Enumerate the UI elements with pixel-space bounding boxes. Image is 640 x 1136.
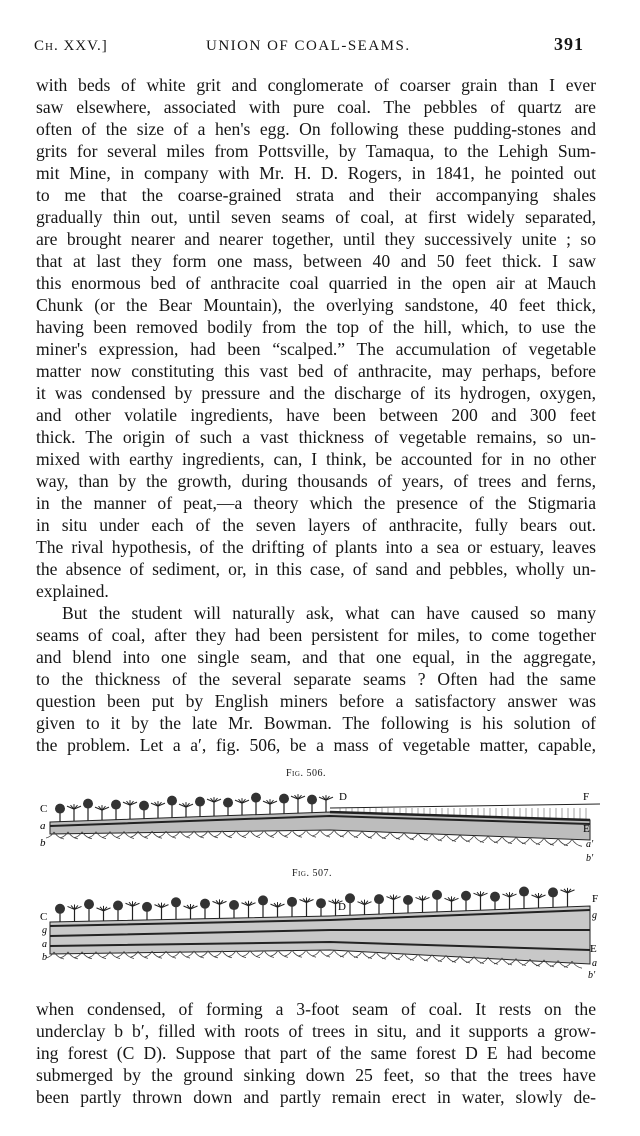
text-line: are brought nearer and nearer together, until they successively unite ; so	[36, 229, 596, 249]
tree-icon	[123, 800, 137, 819]
text-line: submerged by the ground sinking down 25 feet, so that the trees have	[36, 1065, 596, 1085]
tree-icon	[258, 895, 268, 917]
text-line: ing forest (C D). Suppose that part of the same forest D E had become	[36, 1043, 596, 1063]
text-line: having been removed bodily from the top of the hill, which, to use the	[36, 317, 596, 337]
figure-507-caption: Fig. 507.	[292, 868, 332, 879]
text-line: gradually thin out, until seven seams of coal, at first widely separated,	[36, 207, 596, 227]
tree-icon	[179, 802, 193, 817]
tree-icon	[195, 797, 205, 817]
tree-icon	[113, 901, 123, 921]
page-number: 391	[554, 34, 584, 54]
text-line: Chunk (or the Bear Mountain), the overlying sandstone, 40 feet thick,	[36, 295, 596, 315]
text-line: it was condensed by pressure and the discharge of its hydrogen, oxygen,	[36, 383, 596, 403]
text-line: matter now constituting this vast bed of anthracite, may perhaps, before	[36, 361, 596, 381]
tree-icon	[223, 798, 233, 816]
tree-icon	[316, 898, 326, 916]
tree-icon	[561, 888, 575, 907]
label-f: F	[592, 893, 599, 905]
tree-icon	[416, 895, 430, 912]
tree-icon	[67, 804, 81, 821]
label-d: D	[339, 791, 347, 803]
tree-icon	[126, 901, 140, 920]
tree-icon	[503, 892, 517, 909]
text-line: been partly thrown down and partly remain erect in water, slowly de-	[36, 1087, 596, 1107]
tree-icon	[387, 895, 401, 914]
tree-icon	[229, 900, 239, 918]
tree-icon	[251, 793, 261, 815]
text-line: often of the size of a hen's egg. On following these pudding-stones and	[36, 119, 596, 139]
tree-icon	[319, 795, 333, 812]
tree-icon	[300, 898, 314, 917]
text-line: and other volatile ingredients, have been between 200 and 300 feet	[36, 405, 596, 425]
label-b-prime: b′	[588, 970, 596, 980]
label-c: C	[40, 803, 48, 815]
text-line: the problem. Let a a′, fig. 506, be a mass of vegetable matter, capable,	[36, 735, 596, 755]
figure-506-illustration	[30, 782, 610, 868]
tree-icon	[403, 895, 413, 913]
tree-icon	[184, 904, 198, 919]
label-f: F	[583, 791, 590, 803]
tree-icon	[358, 900, 372, 915]
label-a-prime: a′	[586, 839, 594, 850]
label-b: b	[42, 952, 47, 963]
text-line: mit Mine, in company with Mr. H. D. Rogers, in 1841, he pointed out	[36, 163, 596, 183]
label-b-prime: b′	[586, 853, 594, 864]
tree-icon	[287, 897, 297, 917]
tree-icon	[200, 899, 210, 919]
text-line: saw elsewhere, associated with pure coal. The pebbles of quartz are	[36, 97, 596, 117]
tree-icon	[474, 891, 488, 910]
tree-icon	[307, 795, 317, 813]
tree-icon	[445, 896, 459, 911]
paragraph-3	[36, 998, 596, 1108]
tree-icon	[374, 894, 384, 914]
text-line: and blend into one single seam, and that one equal, in the aggregate,	[36, 647, 596, 667]
tree-icon	[55, 904, 65, 922]
figure-507-illustration	[30, 880, 610, 980]
label-a-right: a	[592, 958, 597, 969]
tree-icon	[171, 897, 181, 919]
text-line: miner's expression, had been “scalped.” The accumulation of vegetable	[36, 339, 596, 359]
tree-icon	[548, 887, 558, 907]
text-line: But the student will naturally ask, what can have caused so many	[62, 603, 596, 623]
text-line: given to it by the late Mr. Bowman. The following is his solution of	[36, 713, 596, 733]
text-line: grits for several miles from Pottsville, by Tamaqua, to the Lehigh Sum-	[36, 141, 596, 161]
text-line: in situ under each of the seven layers of anthracite, fully bears out.	[36, 515, 596, 535]
tree-icon	[291, 794, 305, 813]
paragraph-2	[36, 602, 596, 756]
text-line: in the manner of peat,—a theory which the presence of the Stigmaria	[36, 493, 596, 513]
running-title: UNION OF COAL-SEAMS.	[206, 38, 411, 54]
tree-icon	[345, 893, 355, 915]
text-line: to the thickness of the several separate seams ? Often had the same	[36, 669, 596, 689]
tree-icon	[151, 801, 165, 818]
label-b: b	[40, 837, 46, 849]
tree-icon	[155, 903, 169, 920]
tree-icon	[55, 804, 65, 822]
label-e: E	[590, 943, 597, 955]
label-e: E	[583, 823, 590, 835]
text-line: seams of coal, after they had been persistent for miles, to come together	[36, 625, 596, 645]
tree-icon	[432, 890, 442, 912]
paragraph-1	[36, 74, 596, 602]
text-line: with beds of white grit and conglomerate of coarser grain than I ever	[36, 75, 596, 95]
tree-icon	[167, 796, 177, 818]
text-line: that at last they form one mass, between 40 and 50 feet thick. I saw	[36, 251, 596, 271]
text-line: thick. The origin of such a vast thickness of vegetable remains, so un-	[36, 427, 596, 447]
tree-icon	[207, 797, 221, 816]
tree-icon	[519, 887, 529, 909]
tree-icon	[279, 794, 289, 814]
tree-icon	[95, 805, 109, 820]
text-line: this enormous bed of anthracite coal quarried in the open air at Mauch	[36, 273, 596, 293]
label-a: a	[42, 939, 47, 950]
text-line: to me that the coarse-grained strata and their accompanying shales	[36, 185, 596, 205]
text-line: the absence of sediment, or, in this case, of sand and pebbles, wholly un-	[36, 559, 596, 579]
text-line: underclay b b′, filled with roots of trees in situ, and it supports a grow-	[36, 1021, 596, 1041]
running-head	[34, 34, 584, 58]
text-line: mixed with earthy ingredients, can, I think, be accounted for in no other	[36, 449, 596, 469]
label-g-right: g	[592, 910, 597, 921]
tree-icon	[111, 800, 121, 820]
tree-icon	[213, 899, 227, 918]
tree-icon	[235, 798, 249, 815]
tree-icon	[461, 891, 471, 911]
figure-506-caption: Fig. 506.	[286, 768, 326, 779]
tree-icon	[242, 901, 256, 918]
text-line: explained.	[36, 581, 109, 601]
tree-icon	[68, 904, 82, 921]
tree-icon	[271, 902, 285, 917]
tree-icon	[97, 906, 111, 921]
text-line: way, than by the growth, during thousands of years, of trees and ferns,	[36, 471, 596, 491]
tree-icon	[84, 899, 94, 921]
text-line: The rival hypothesis, of the drifting of plants into a sea or estuary, leaves	[36, 537, 596, 557]
text-line: question been put by English miners before a satisfactory answer was	[36, 691, 596, 711]
label-c: C	[40, 911, 48, 923]
text-line: when condensed, of forming a 3-foot seam of coal. It rests on the	[36, 999, 596, 1019]
tree-icon	[83, 799, 93, 821]
tree-icon	[532, 893, 546, 908]
label-d: D	[338, 901, 346, 913]
chapter-label: Ch. XXV.]	[34, 38, 108, 54]
label-g: g	[42, 925, 47, 936]
label-a: a	[40, 820, 46, 832]
tree-icon	[139, 801, 149, 819]
tree-icon	[263, 799, 277, 814]
tree-icon	[490, 892, 500, 910]
tree-icon	[142, 902, 152, 920]
